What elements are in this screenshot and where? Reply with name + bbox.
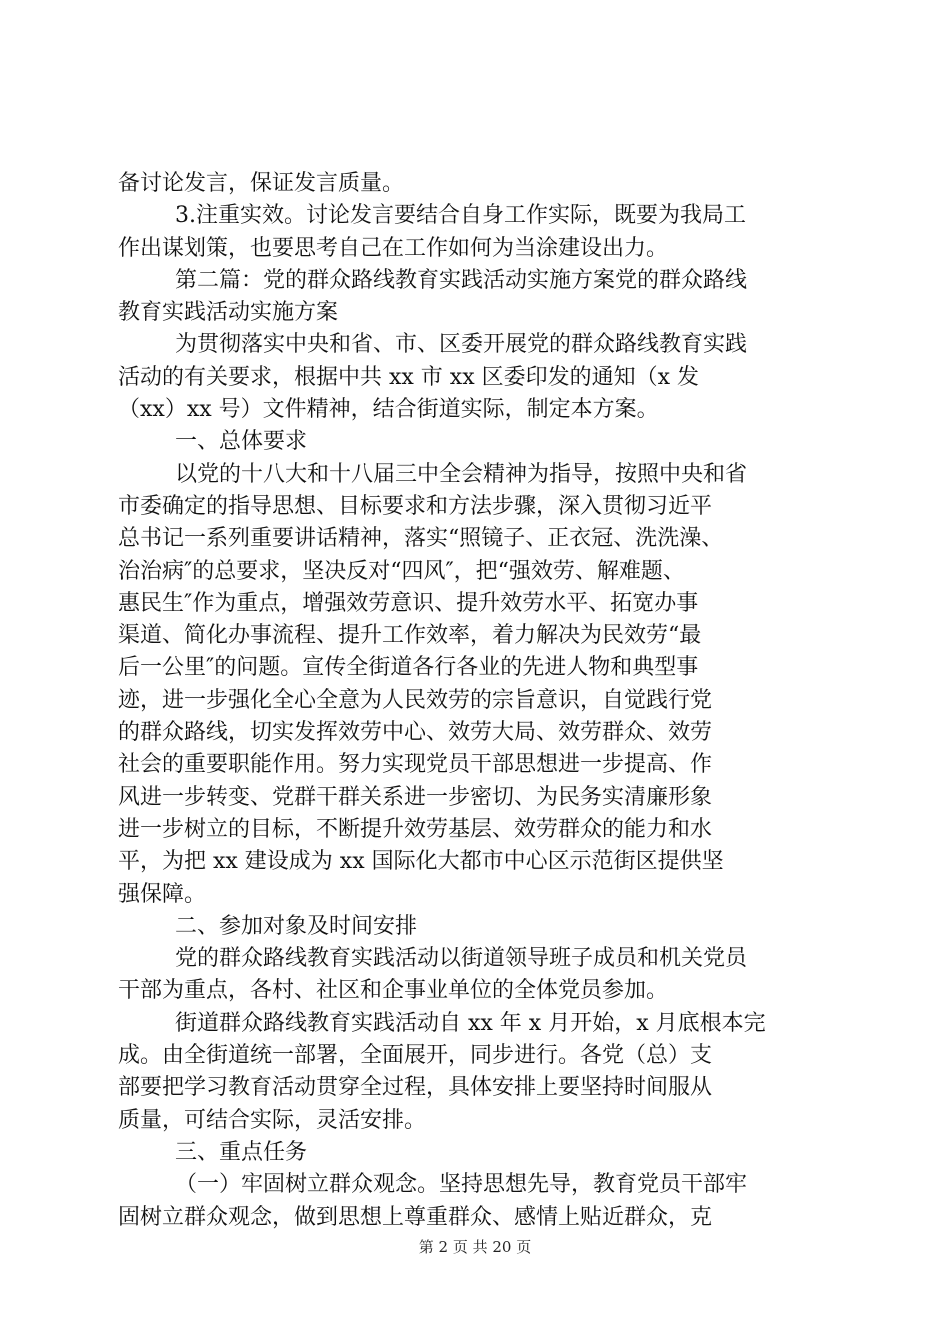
text-line: 一、总体要求 [175, 429, 308, 455]
text-line: 固树立群众观念，做到思想上尊重群众、感情上贴近群众，克 [118, 1204, 713, 1230]
text-line: 进一步树立的目标，不断提升效劳基层、效劳群众的能力和水 [118, 816, 713, 842]
text-line: 成。由全街道统一部署，全面展开，同步进行。各党（总）支 [118, 1043, 713, 1069]
text-line: 街道群众路线教育实践活动自 xx 年 x 月开始，x 月底根本完 [175, 1010, 766, 1036]
text-line: 第二篇：党的群众路线教育实践活动实施方案党的群众路线 [175, 267, 748, 293]
text-line: 市委确定的指导思想、目标要求和方法步骤，深入贯彻习近平 [118, 493, 713, 519]
text-line: 教育实践活动实施方案 [118, 300, 339, 326]
text-line: 作出谋划策，也要思考自己在工作如何为当涂建设出力。 [118, 235, 669, 261]
text-line: 强保障。 [118, 881, 207, 907]
page-footer: 第 2 页 共 20 页 [418, 1238, 532, 1256]
text-line: 渠道、简化办事流程、提升工作效率，着力解决为民效劳“最 [118, 623, 702, 649]
text-line: 二、参加对象及时间安排 [175, 913, 418, 939]
text-line: 平，为把 xx 建设成为 xx 国际化大都市中心区示范街区提供坚 [118, 849, 724, 875]
text-line: 总书记一系列重要讲话精神，落实“照镜子、正衣冠、洗洗澡、 [118, 526, 724, 552]
text-line: 治治病″的总要求，坚决反对“四风″，把“强效劳、解难题、 [118, 558, 685, 584]
text-line: （xx）xx 号）文件精神，结合街道实际，制定本方案。 [118, 397, 659, 423]
text-line: 惠民生″作为重点，增强效劳意识、提升效劳水平、拓宽办事 [118, 590, 699, 616]
text-line: 的群众路线，切实发挥效劳中心、效劳大局、效劳群众、效劳 [118, 720, 713, 746]
text-line: 党的群众路线教育实践活动以街道领导班子成员和机关党员 [175, 946, 748, 972]
text-line: 质量，可结合实际，灵活安排。 [118, 1107, 427, 1133]
text-line: 风进一步转变、党群干群关系进一步密切、为民务实清廉形象 [118, 784, 713, 810]
document-body [118, 168, 838, 1234]
text-line: 社会的重要职能作用。努力实现党员干部思想进一步提高、作 [118, 752, 713, 778]
text-line: 迹，进一步强化全心全意为人民效劳的宗旨意识，自觉践行党 [118, 687, 713, 713]
text-line: 3.注重实效。讨论发言要结合自身工作实际，既要为我局工 [175, 203, 746, 229]
text-line: 干部为重点，各村、社区和企事业单位的全体党员参加。 [118, 978, 669, 1004]
text-line: 以党的十八大和十八届三中全会精神为指导，按照中央和省 [175, 461, 748, 487]
text-line: 部要把学习教育活动贯穿全过程，具体安排上要坚持时间服从 [118, 1075, 713, 1101]
text-line: （一）牢固树立群众观念。坚持思想先导，教育党员干部牢 [175, 1172, 748, 1198]
text-line: 三、重点任务 [175, 1139, 308, 1165]
text-line: 后一公里″的问题。宣传全街道各行各业的先进人物和典型事 [118, 655, 699, 681]
text-line: 备讨论发言，保证发言质量。 [118, 171, 405, 196]
text-line: 活动的有关要求，根据中共 xx 市 xx 区委印发的通知（x 发 [118, 364, 700, 390]
text-line: 为贯彻落实中央和省、市、区委开展党的群众路线教育实践 [175, 332, 748, 358]
